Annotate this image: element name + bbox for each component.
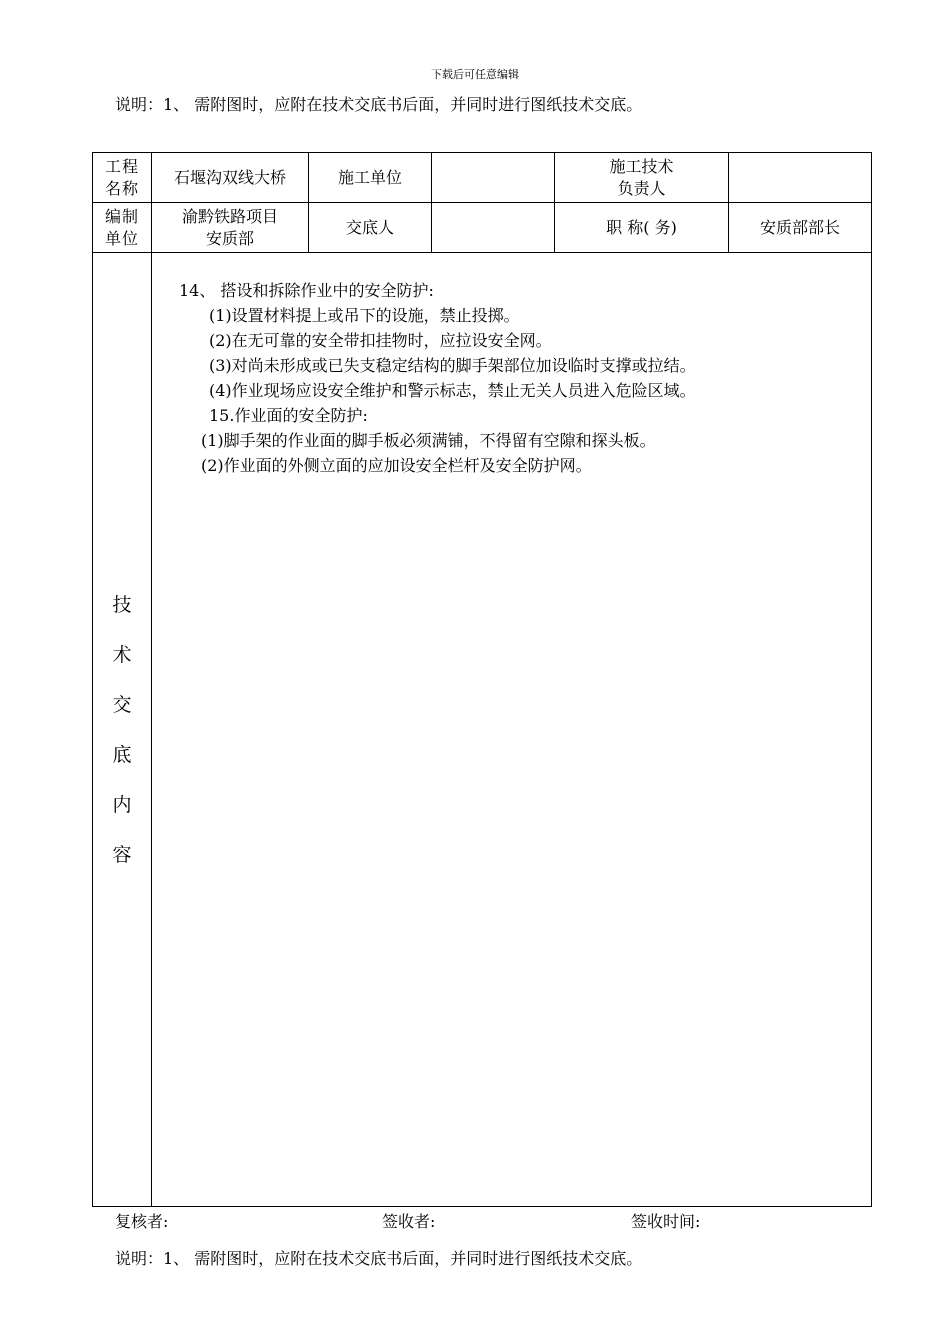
project-name-label: 工程 名称 [93, 153, 152, 203]
construction-unit-value [432, 153, 555, 203]
construction-unit-label: 施工单位 [309, 153, 432, 203]
content-line: (2)在无可靠的安全带扣挂物时，应拉设安全网。 [209, 331, 552, 350]
disclosure-form-table [92, 152, 872, 1207]
content-line: (2)作业面的外侧立面的应加设安全栏杆及安全防护网。 [201, 456, 592, 475]
job-title-value: 安质部部长 [729, 203, 872, 253]
note-bottom: 说明：1、 需附图时，应附在技术交底书后面，并同时进行图纸技术交底。 [115, 1249, 643, 1268]
tech-lead-label: 施工技术 负责人 [555, 153, 729, 203]
note-top: 说明：1、 需附图时，应附在技术交底书后面，并同时进行图纸技术交底。 [115, 95, 643, 114]
header-row-1 [93, 153, 872, 203]
receiver-label: 签收者: [382, 1212, 436, 1231]
content-line: (3)对尚未形成或已失支稳定结构的脚手架部位加设临时支撑或拉结。 [209, 356, 696, 375]
side-char: 内 [112, 793, 132, 816]
content-line: (1)设置材料提上或吊下的设施，禁止投掷。 [209, 306, 520, 325]
tech-lead-value [729, 153, 872, 203]
compiler-value: 渝黔铁路项目 安质部 [152, 203, 309, 253]
content-body [152, 253, 872, 1207]
side-char: 交 [112, 693, 132, 716]
compiler-label: 编制 单位 [93, 203, 152, 253]
header-row-2 [93, 203, 872, 253]
content-line: (4)作业现场应设安全维护和警示标志，禁止无关人员进入危险区域。 [209, 381, 696, 400]
content-line: (1)脚手架的作业面的脚手板必须满铺，不得留有空隙和探头板。 [201, 431, 656, 450]
reviewer-label: 复核者: [115, 1212, 169, 1231]
side-char: 技 [112, 593, 132, 616]
side-char: 底 [112, 743, 132, 766]
project-name-value: 石堰沟双线大桥 [152, 153, 309, 203]
side-char: 术 [112, 643, 132, 666]
presenter-value [432, 203, 555, 253]
content-line: 15.作业面的安全防护: [209, 406, 368, 425]
watermark-text: 下载后可任意编辑 [431, 68, 519, 81]
presenter-label: 交底人 [309, 203, 432, 253]
content-line: 14、 搭设和拆除作业中的安全防护: [179, 281, 434, 300]
job-title-label: 职 称( 务) [555, 203, 729, 253]
receive-time-label: 签收时间: [631, 1212, 701, 1231]
content-side-label [93, 253, 152, 1207]
side-char: 容 [112, 843, 132, 866]
content-row [93, 253, 872, 1207]
